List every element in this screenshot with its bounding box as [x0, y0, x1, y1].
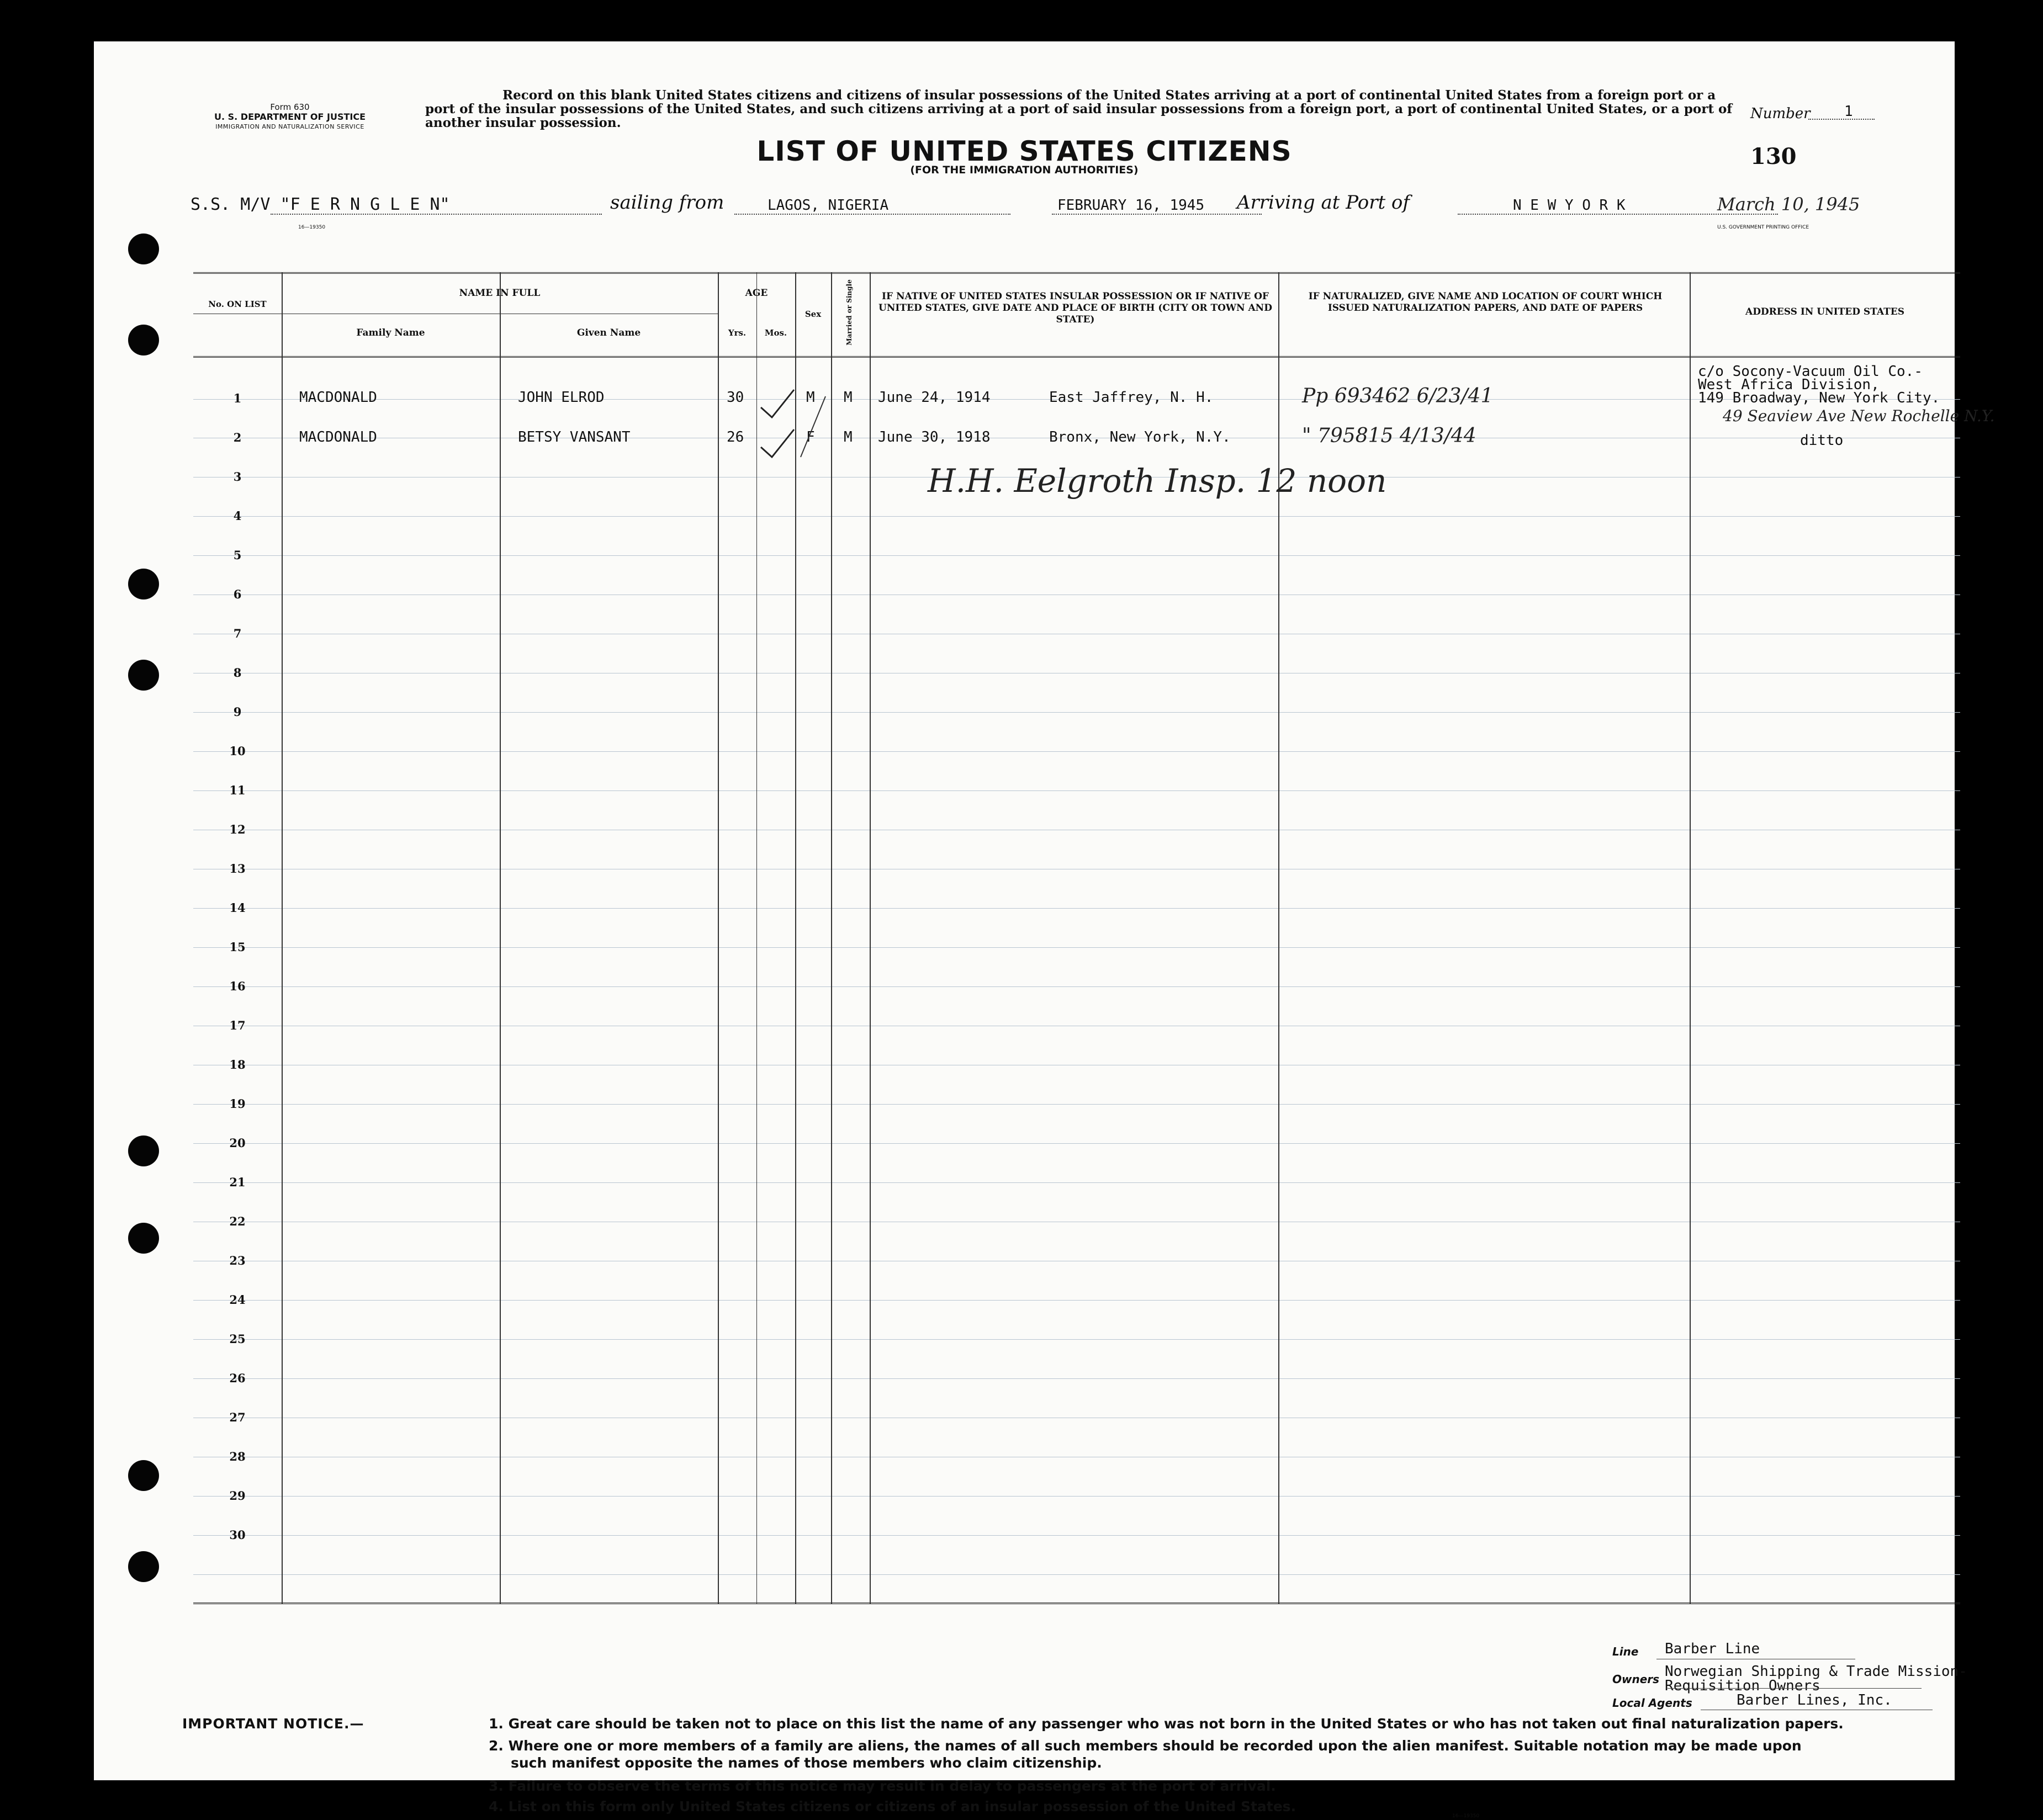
entry-address-line: West Africa Division,: [1698, 376, 1880, 393]
binder-hole: [128, 234, 159, 264]
row-number: 10: [229, 744, 246, 758]
header-given-name: Given Name: [576, 327, 641, 338]
entry-age-years: 26: [727, 429, 744, 445]
entry-naturalization: Pp 693462 6/23/41: [1302, 385, 1494, 407]
header-place-of-birth: IF NATIVE OF UNITED STATES INSULAR POSSESSION OR IF NATIVE OF UNITED STATES, GIVE DATE AND PLACE OF BIRTH (CITY OR TOWN AND STATE): [878, 291, 1272, 325]
owners-value: Norwegian Shipping & Trade Mission-: [1665, 1663, 1967, 1680]
header-age: AGE: [745, 288, 768, 299]
notice-item: 3. Failure to observe the terms of this notice may result in delay to passengers at the port of arrival.: [489, 1778, 1276, 1794]
row-number: 20: [229, 1136, 246, 1150]
entry-naturalization: " 795815 4/13/44: [1302, 425, 1476, 447]
header-sex: Sex: [805, 309, 822, 319]
entry-birth-place: East Jaffrey, N. H.: [1049, 389, 1214, 406]
owners-field-line: [1668, 1688, 1922, 1689]
row-number: 3: [233, 470, 242, 484]
row-number: 26: [229, 1371, 246, 1385]
entry-birth-place: Bronx, New York, N.Y.: [1049, 429, 1231, 445]
sailing-from-label: sailing from: [610, 192, 724, 214]
row-number: 25: [229, 1332, 246, 1346]
line-label: Line: [1612, 1645, 1639, 1658]
notice-heading: IMPORTANT NOTICE.—: [182, 1716, 364, 1732]
service-name: IMMIGRATION AND NATURALIZATION SERVICE: [215, 123, 364, 130]
number-value: 1: [1844, 103, 1853, 120]
binder-hole: [128, 1460, 159, 1491]
form-number: Form 630: [270, 102, 310, 112]
row-number: 17: [229, 1018, 246, 1032]
row-number: 8: [233, 666, 242, 680]
citizens-table: [193, 272, 1995, 1604]
row-number: 15: [229, 940, 246, 954]
inspector-note: H.H. Eelgroth Insp. 12 noon: [928, 462, 1387, 500]
print-code: 16—19350: [298, 225, 326, 230]
entry-address-line: 49 Seaview Ave New Rochelle N.Y.: [1723, 407, 1995, 425]
row-number: 6: [233, 587, 242, 601]
row-number: 23: [229, 1254, 246, 1267]
binder-hole: [128, 1135, 159, 1166]
header-naturalization: IF NATURALIZED, GIVE NAME AND LOCATION OF COURT WHICH ISSUED NATURALIZATION PAPERS, AND DATE OF PAPERS: [1308, 291, 1663, 314]
entry-marital-status: M: [844, 429, 853, 445]
row-number: 9: [233, 705, 242, 719]
header-married-single: Married or Single: [845, 279, 853, 346]
binder-hole: [128, 1223, 159, 1254]
port-of-departure: LAGOS, NIGERIA: [768, 197, 889, 214]
row-number: 11: [229, 783, 246, 797]
departure-date: FEBRUARY 16, 1945: [1057, 197, 1205, 214]
page-title: LIST OF UNITED STATES CITIZENS: [756, 135, 1292, 167]
entry-family-name: MACDONALD: [299, 389, 377, 406]
entry-marital-status: M: [844, 389, 853, 406]
header-no-on-list: No. ON LIST: [208, 299, 267, 309]
vessel-field-line: [271, 214, 602, 215]
table-bottom-rule: [193, 1603, 1960, 1604]
entry-birth-date: June 24, 1914: [878, 389, 991, 406]
row-number: 16: [229, 979, 246, 993]
arrival-date: March 10, 1945: [1717, 194, 1860, 215]
entry-address-line: 149 Broadway, New York City.: [1698, 390, 1940, 406]
entry-sex: M: [806, 389, 815, 406]
notice-item: 4. List on this form only United States citizens or citizens of an insular possession of the United States.: [489, 1798, 1296, 1814]
owners-label: Owners: [1612, 1673, 1660, 1686]
row-number: 7: [233, 627, 242, 640]
port-of-arrival: N E W Y O R K: [1513, 197, 1626, 214]
row-number: 13: [229, 862, 246, 875]
notice-item: 2. Where one or more members of a family are aliens, the names of all such members should be recorded upon the alien manifest. Suitable notation may be made upon: [489, 1738, 1802, 1754]
entry-birth-date: June 30, 1918: [878, 429, 991, 445]
list-number: 130: [1750, 144, 1797, 169]
binder-hole: [128, 325, 159, 355]
local-agents-value: Barber Lines, Inc.: [1737, 1692, 1892, 1708]
header-family-name: Family Name: [356, 327, 425, 338]
binder-hole: [128, 1551, 159, 1582]
row-number: 18: [229, 1058, 246, 1071]
owners-value-continued: Requisition Owners: [1665, 1678, 1820, 1694]
local-agents-label: Local Agents: [1612, 1696, 1692, 1710]
header-months: Mos.: [764, 328, 787, 338]
arriving-label: Arriving at Port of: [1237, 192, 1410, 214]
date-field-line: [1052, 214, 1262, 215]
number-field-line: [1808, 119, 1875, 120]
binder-hole: [128, 660, 159, 691]
header-name-in-full: NAME IN FULL: [459, 288, 541, 299]
row-number: 14: [229, 901, 246, 915]
entry-age-years: 30: [727, 389, 744, 406]
entry-given-name: BETSY VANSANT: [518, 429, 631, 445]
vessel-name: S.S. M/V "F E R N G L E N": [190, 195, 450, 214]
manifest-sheet: [94, 41, 1995, 1819]
row-number: 22: [229, 1214, 246, 1228]
check-mark-icon: [756, 385, 850, 463]
row-number: 1: [233, 391, 242, 405]
row-number: 28: [229, 1450, 246, 1463]
row-number: 2: [233, 431, 242, 444]
printing-office-note: U.S. GOVERNMENT PRINTING OFFICE: [1717, 225, 1809, 230]
notice-item: 1. Great care should be taken not to place on this list the name of any passenger who was not born in the United States or who has not taken out final naturalization papers.: [489, 1716, 1844, 1732]
departure-field-line: [734, 214, 1010, 215]
row-number: 29: [229, 1489, 246, 1503]
header-years: Yrs.: [728, 328, 747, 338]
row-number: 30: [229, 1528, 246, 1542]
row-number: 12: [229, 823, 246, 836]
binder-hole: [128, 569, 159, 599]
row-number: 19: [229, 1097, 246, 1111]
entry-address-line: ditto: [1800, 432, 1844, 449]
line-value: Barber Line: [1665, 1641, 1760, 1657]
entry-address-line: c/o Socony-Vacuum Oil Co.-: [1698, 363, 1923, 380]
entry-sex: F: [806, 429, 815, 445]
form-identifier: [202, 102, 378, 132]
department-name: U. S. DEPARTMENT OF JUSTICE: [214, 112, 366, 122]
footer-print-code: 16—19350: [1452, 1813, 1480, 1819]
row-number: 21: [229, 1175, 246, 1189]
record-instruction: Record on this blank United States citizens and citizens of insular possessions of the United States arriving at a port of continental United States from a foreign port or a port of the insular possessions of the United States, and such citizens arriving at a port of said insular possessions from a foreign port, a port of continental United States, or a port of another insular possession.: [425, 88, 1733, 130]
number-label: Number: [1750, 105, 1811, 122]
row-number: 27: [229, 1410, 246, 1424]
row-number: 4: [233, 509, 242, 523]
page-subtitle: (FOR THE IMMIGRATION AUTHORITIES): [910, 164, 1139, 176]
row-number: 24: [229, 1293, 246, 1307]
entry-given-name: JOHN ELROD: [518, 389, 605, 406]
notice-item: such manifest opposite the names of those members who claim citizenship.: [511, 1755, 1102, 1771]
row-number: 5: [233, 548, 242, 562]
table-top-rule: [193, 272, 1960, 274]
entry-family-name: MACDONALD: [299, 429, 377, 445]
table-header-rule: [193, 356, 1960, 358]
header-address: ADDRESS IN UNITED STATES: [1745, 306, 1904, 317]
